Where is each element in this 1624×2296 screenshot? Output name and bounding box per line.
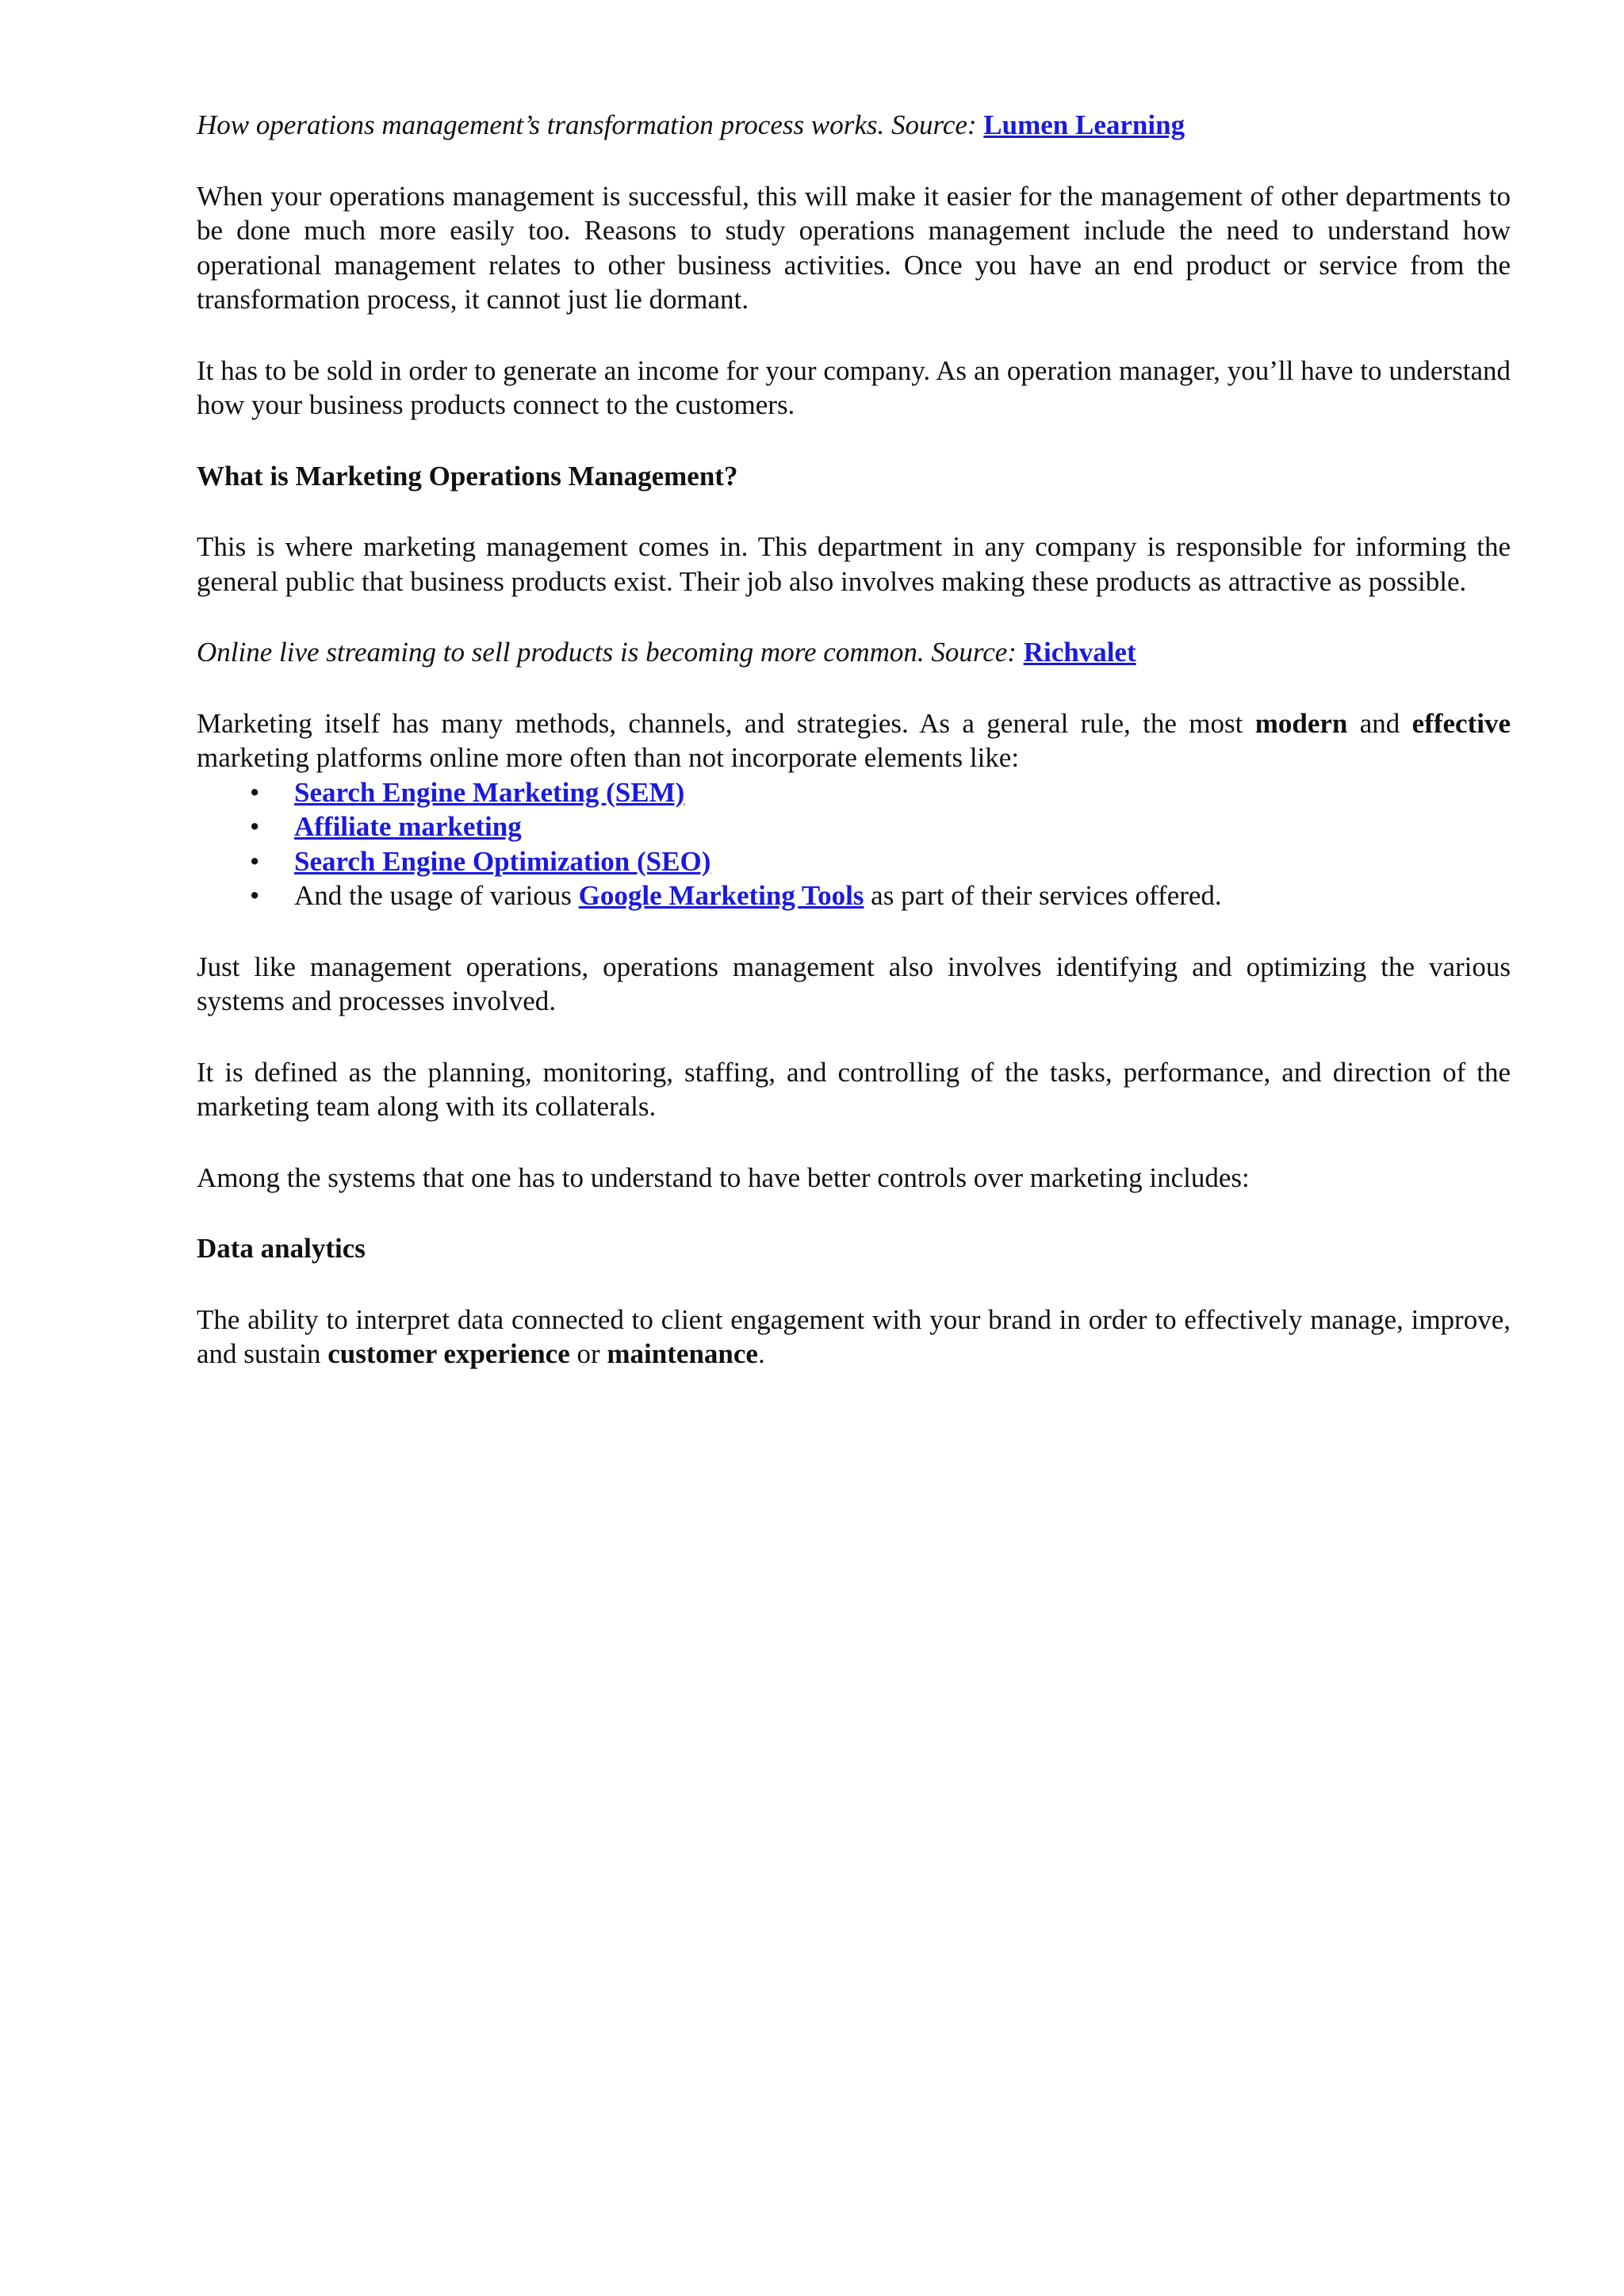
bullet-icon: •	[250, 811, 260, 842]
bold-effective: effective	[1411, 707, 1511, 739]
text-span: .	[757, 1338, 765, 1369]
list-item	[250, 809, 1511, 844]
heading-marketing-operations: What is Marketing Operations Management?	[197, 460, 738, 492]
caption-text: Online live streaming to sell products is becoming more common. Source:	[197, 637, 1024, 668]
paragraph-marketing-management: This is where marketing management comes in. This department in any company is responsible for informing the general public that business products exist. Their job also involves making these products as attractive as possible.	[197, 531, 1511, 597]
paragraph-operations-success: When your operations management is successful, this will make it easier for the management of other departments to be done much more easily too. Reasons to study operations management include the need to understand how operational management relates to other business activities. Once you have an end product or service from the transformation process, it cannot just lie dormant.	[197, 180, 1511, 315]
lumen-learning-link[interactable]: Lumen Learning	[983, 109, 1185, 140]
bold-modern: modern	[1254, 707, 1348, 739]
bold-customer-experience: customer experience	[327, 1338, 570, 1369]
marketing-elements-list	[197, 775, 1511, 913]
paragraph-marketing-methods	[197, 706, 1511, 775]
paragraph-management-operations: Just like management operations, operations management also involves identifying and optimizing the various systems and processes involved.	[197, 951, 1511, 1016]
caption-text: How operations management’s transformation process works. Source:	[197, 109, 984, 140]
text-span: Marketing itself has many methods, channels, and strategies. As a general rule, the most	[197, 707, 1255, 739]
text-span: And the usage of various	[294, 880, 579, 911]
text-span: or	[569, 1338, 607, 1369]
paragraph-data-analytics	[197, 1303, 1511, 1372]
image-caption-richvalet	[197, 635, 1511, 670]
bullet-icon: •	[250, 880, 260, 911]
image-caption-lumen	[197, 108, 1511, 143]
richvalet-link[interactable]: Richvalet	[1023, 637, 1136, 668]
list-item	[250, 844, 1511, 879]
seo-link[interactable]: Search Engine Optimization (SEO)	[294, 845, 711, 877]
bullet-icon: •	[250, 845, 260, 877]
heading-data-analytics: Data analytics	[197, 1233, 366, 1264]
paragraph-definition: It is defined as the planning, monitoring, staffing, and controlling of the tasks, performance, and direction of the marketing team along with its collaterals.	[197, 1056, 1511, 1122]
sem-link[interactable]: Search Engine Marketing (SEM)	[294, 776, 685, 808]
google-marketing-tools-link[interactable]: Google Marketing Tools	[578, 880, 864, 911]
text-span: The ability to interpret data connected to client engagement with your brand in order to effectively manage, improve, and sustain	[197, 1303, 1511, 1369]
text-span: marketing platforms online more often than not incorporate elements like:	[197, 742, 1020, 773]
text-span: and	[1347, 707, 1412, 739]
text-span: as part of their services offered.	[864, 880, 1222, 911]
affiliate-marketing-link[interactable]: Affiliate marketing	[294, 811, 522, 842]
document-page	[197, 108, 1511, 1372]
paragraph-systems-intro: Among the systems that one has to understand to have better controls over marketing includes:	[197, 1161, 1250, 1193]
bullet-icon: •	[250, 776, 260, 808]
list-item	[250, 878, 1511, 913]
paragraph-sold-income: It has to be sold in order to generate an income for your company. As an operation manager, you’ll have to understand how your business products connect to the customers.	[197, 354, 1511, 420]
list-item	[250, 775, 1511, 810]
bold-maintenance: maintenance	[607, 1338, 758, 1369]
